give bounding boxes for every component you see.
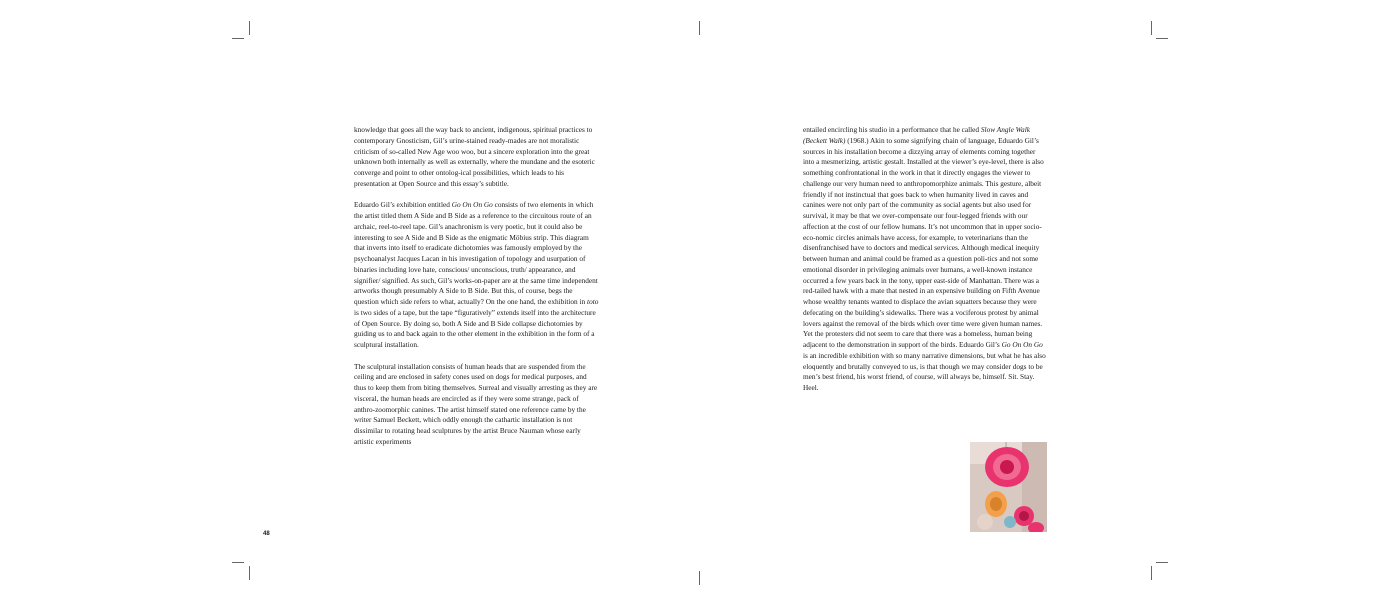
exhibition-title: Go On On Go xyxy=(1001,340,1043,349)
crop-mark xyxy=(232,38,244,39)
crop-mark xyxy=(249,21,250,35)
crop-mark xyxy=(249,566,250,580)
pink-cone-center xyxy=(1000,460,1014,474)
crop-mark xyxy=(1151,21,1152,35)
pink-cone-small-inner xyxy=(1019,511,1029,521)
text-run: entailed encircling his studio in a performance that he called xyxy=(803,125,981,134)
crop-mark xyxy=(699,21,700,35)
installation-photo xyxy=(970,442,1047,532)
italic-term: toto xyxy=(587,297,599,306)
crop-mark xyxy=(1156,38,1168,39)
left-text-column xyxy=(354,125,599,458)
right-text-column xyxy=(803,125,1048,405)
pale-cone xyxy=(977,514,993,530)
left-paragraph-1: knowledge that goes all the way back to ancient, indigenous, spiritual practices to contemporary Gnosticism, Gil’s urine-stained ready-mades are not moralistic criticism of so-called New Age woo woo, but a sincere exploration into the great unknown both internally as well as externally, where the mundane and the esoteric converge and point to other ontolog-ical possibilities, which leads to his presentation at Open Source and this essay’s subtitle. xyxy=(354,125,595,188)
right-paragraph-1 xyxy=(803,125,1048,394)
crop-mark xyxy=(1151,566,1152,580)
page-number: 48 xyxy=(263,531,270,537)
blue-cone xyxy=(1004,516,1016,528)
left-paragraph-3: The sculptural installation consists of human heads that are suspended from the ceiling and are enclosed in safety cones used on dogs for medical purposes, and thus to keep them from biting themselves. Surreal and visually arresting as they are visceral, the human heads are encircled as if they were some strange, pack of anthro-zoomorphic canines. The artist himself stated one reference came by the writer Samuel Beckett, which oddly enough the cathartic installation is not dissimilar to rotating head sculptures by the artist Bruce Nauman whose early artistic experiments xyxy=(354,361,598,446)
crop-mark xyxy=(1156,562,1168,563)
crop-mark xyxy=(232,562,244,563)
text-run: is an incredible exhibition with so many narrative dimensions, but what he has also eloquently and brutally conveyed to us, is that though we may consider dogs to be men’s best friend, his worst friend, of course, will always be, himself. Sit. Stay. Heel. xyxy=(803,350,1046,392)
exhibition-title: Go On On Go xyxy=(451,200,493,210)
text-run: Eduardo Gil’s exhibition entitled xyxy=(354,200,452,210)
left-paragraph-2 xyxy=(354,200,599,351)
text-run: (1968.) Akin to some signifying chain of language, Eduardo Gil’s sources in his installation become a dizzying array of elements coming together into a mesmerizing, artistic gestalt. Installed at the viewer’s eye-level, there is also something confrontational in the work in that it directly engages the viewer to challenge our very human need to anthropomorphize animals. This gesture, albeit friendly if not instinctual that goes back to when humanity lived in caves and canines were not only part of the community as social agents but also used for survival, it may be that we over-compensate our four-legged friends with our affection at the cost of our fellow humans. It’s not uncommon that in upper socio- eco-nomic circles animals have access, for example, to veterinarians than the disenfranchised have to doctors and medical services. Although medical inequity between human and animal could be framed as a question poli-tics and not some emotional disorder in privileging animals over humans, a well-known instance occurred a few years back in the tony, upper east-side of Manhattan. There was a red-tailed hawk with a mate that nested in an expensive building on Fifth Avenue whose wealthy tenants wanted to displace the avian squatters because they were defecating on the building’s sidewalks. There was a vociferous protest by animal lovers against the removal of the birds which over time were given human names. Yet the protesters did not seem to care that there was a homeless, human being adjacent to the demonstration in support of the birds. Eduardo Gil’s xyxy=(803,135,1044,349)
performance-title: Slow Angle Walk (Beckett Walk) xyxy=(803,125,1030,145)
photo-illustration xyxy=(970,442,1047,532)
text-run: is two sides of a tape, but the tape “figuratively” extends itself into the architecture of Open Source. By doing so, both A Side and B Side collapse dichotomies by guiding us to and back again to the other element in the exhibition in the form of a sculptural installation. xyxy=(354,307,596,349)
crop-mark xyxy=(699,571,700,585)
orange-cone-inner xyxy=(990,497,1002,511)
text-run: consists of two elements in which the artist titled them A Side and B Side as a reference to the circuitous route of an archaic, reel-to-reel tape. Gil’s anachronism is very poetic, but it could also be interesting to see A Side and B Side as the enigmatic Möbius strip. This diagram that inverts into itself to eradicate dichotomies was famously employed by the psychoanalyst Jacques Lacan in his investigation of topology and usurpation of binaries including love hate, conscious/ unconscious, truth/ appearance, and signifier/ signified. As such, Gil’s works-on-paper are at the same time independent artworks though presumably A Side to B Side. But this, of course, begs the question which side refers to what, actually? On the one hand, the exhibition in xyxy=(354,200,598,306)
